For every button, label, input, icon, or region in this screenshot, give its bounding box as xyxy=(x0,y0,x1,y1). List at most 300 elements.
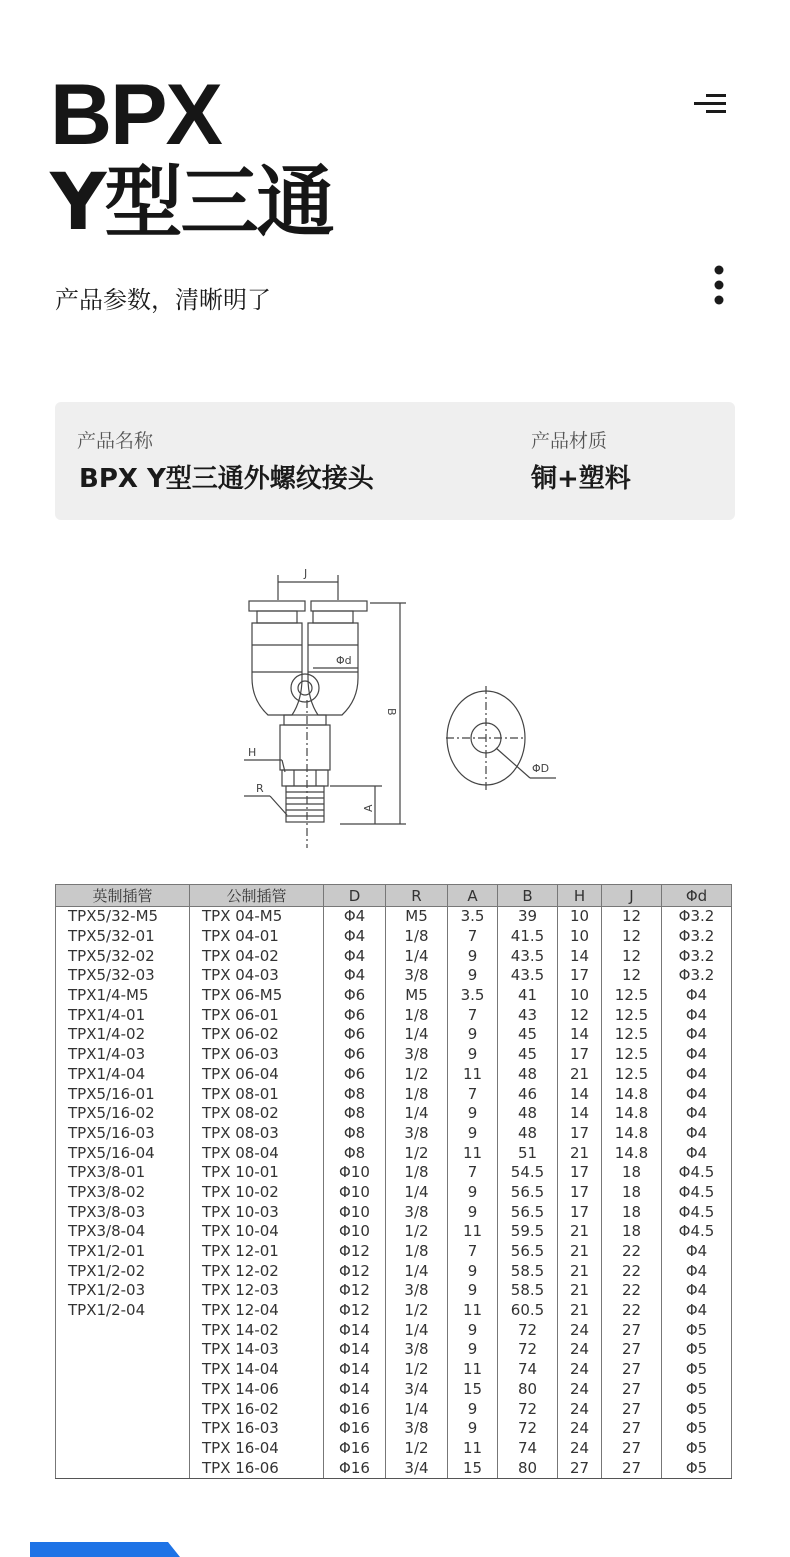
table-cell: TPX1/2-03 xyxy=(56,1281,190,1301)
table-cell: 41 xyxy=(498,986,558,1006)
table-cell: 3/4 xyxy=(386,1458,448,1478)
table-cell: 21 xyxy=(558,1065,602,1085)
table-cell: TPX 14-03 xyxy=(190,1340,324,1360)
table-cell: Φ4.5 xyxy=(662,1183,732,1203)
table-row xyxy=(56,946,732,966)
table-cell: 14 xyxy=(558,1025,602,1045)
table-cell: 9 xyxy=(448,1202,498,1222)
col-header: A xyxy=(448,885,498,907)
table-cell: Φ4 xyxy=(662,1242,732,1262)
table-cell: 3/8 xyxy=(386,1340,448,1360)
table-cell: Φ3.2 xyxy=(662,907,732,927)
table-cell: 21 xyxy=(558,1281,602,1301)
table-cell: TPX 12-01 xyxy=(190,1242,324,1262)
table-cell: TPX5/32-01 xyxy=(56,927,190,947)
table-cell: 72 xyxy=(498,1320,558,1340)
table-cell: 17 xyxy=(558,1183,602,1203)
table-cell: 45 xyxy=(498,1045,558,1065)
table-cell: 18 xyxy=(602,1183,662,1203)
table-cell: Φ12 xyxy=(324,1242,386,1262)
table-row xyxy=(56,986,732,1006)
col-header: 英制插管 xyxy=(56,885,190,907)
table-cell: Φ14 xyxy=(324,1340,386,1360)
table-cell: TPX5/16-04 xyxy=(56,1143,190,1163)
table-cell: 12 xyxy=(602,907,662,927)
table-cell: 45 xyxy=(498,1025,558,1045)
table-cell: 1/2 xyxy=(386,1360,448,1380)
col-header: H xyxy=(558,885,602,907)
table-cell: 14.8 xyxy=(602,1104,662,1124)
table-cell: 9 xyxy=(448,1261,498,1281)
table-cell: 1/8 xyxy=(386,1084,448,1104)
table-cell: 1/4 xyxy=(386,1104,448,1124)
table-cell: 10 xyxy=(558,907,602,927)
table-cell: 22 xyxy=(602,1242,662,1262)
table-cell: Φ6 xyxy=(324,986,386,1006)
table-cell: TPX 08-03 xyxy=(190,1124,324,1144)
table-cell: 11 xyxy=(448,1143,498,1163)
dim-label-phi-d: Φd xyxy=(336,654,352,667)
table-cell: 12 xyxy=(602,946,662,966)
table-cell: 3/8 xyxy=(386,1202,448,1222)
table-cell: Φ4 xyxy=(662,986,732,1006)
table-cell xyxy=(56,1419,190,1439)
table-cell: Φ4 xyxy=(662,1143,732,1163)
table-cell: TPX 06-M5 xyxy=(190,986,324,1006)
col-header: R xyxy=(386,885,448,907)
table-cell: 58.5 xyxy=(498,1281,558,1301)
table-cell: 1/2 xyxy=(386,1065,448,1085)
menu-icon[interactable] xyxy=(694,92,726,116)
table-cell: 27 xyxy=(558,1458,602,1478)
table-cell: 1/4 xyxy=(386,1025,448,1045)
table-cell: Φ5 xyxy=(662,1399,732,1419)
table-cell: 1/2 xyxy=(386,1222,448,1242)
table-cell: 1/8 xyxy=(386,1242,448,1262)
table-row xyxy=(56,1320,732,1340)
table-cell: Φ6 xyxy=(324,1025,386,1045)
table-cell: TPX 04-02 xyxy=(190,946,324,966)
table-cell: 18 xyxy=(602,1202,662,1222)
table-cell: 74 xyxy=(498,1360,558,1380)
table-cell: 12 xyxy=(602,966,662,986)
table-cell: 48 xyxy=(498,1124,558,1144)
table-cell: Φ8 xyxy=(324,1104,386,1124)
table-cell: TPX 16-04 xyxy=(190,1439,324,1459)
table-cell: 72 xyxy=(498,1399,558,1419)
table-cell: TPX 14-06 xyxy=(190,1380,324,1400)
table-row xyxy=(56,1419,732,1439)
table-cell: Φ4.5 xyxy=(662,1222,732,1242)
table-cell: TPX1/2-04 xyxy=(56,1301,190,1321)
table-cell: Φ5 xyxy=(662,1340,732,1360)
table-cell: 46 xyxy=(498,1084,558,1104)
table-cell: TPX1/4-03 xyxy=(56,1045,190,1065)
col-header: 公制插管 xyxy=(190,885,324,907)
table-cell: Φ8 xyxy=(324,1124,386,1144)
table-cell: TPX 08-02 xyxy=(190,1104,324,1124)
table-cell: 58.5 xyxy=(498,1261,558,1281)
table-cell: TPX 04-M5 xyxy=(190,907,324,927)
table-cell: 11 xyxy=(448,1222,498,1242)
more-vertical-icon[interactable] xyxy=(711,264,727,308)
table-cell: 51 xyxy=(498,1143,558,1163)
table-row xyxy=(56,1439,732,1459)
table-cell: Φ5 xyxy=(662,1380,732,1400)
table-row xyxy=(56,1005,732,1025)
table-cell: 14 xyxy=(558,946,602,966)
page-title-line1: BPX xyxy=(50,67,221,163)
table-cell: 18 xyxy=(602,1163,662,1183)
table-cell: Φ4 xyxy=(662,1045,732,1065)
table-cell: 14.8 xyxy=(602,1124,662,1144)
table-cell: 56.5 xyxy=(498,1242,558,1262)
table-cell: Φ16 xyxy=(324,1458,386,1478)
table-cell: 24 xyxy=(558,1399,602,1419)
table-cell: 18 xyxy=(602,1222,662,1242)
table-cell: 1/4 xyxy=(386,1399,448,1419)
table-cell: 9 xyxy=(448,1104,498,1124)
table-cell xyxy=(56,1399,190,1419)
table-cell: 80 xyxy=(498,1458,558,1478)
table-cell: Φ14 xyxy=(324,1320,386,1340)
table-cell: Φ6 xyxy=(324,1005,386,1025)
table-cell: 17 xyxy=(558,1202,602,1222)
table-cell: 27 xyxy=(602,1399,662,1419)
table-cell: TPX5/32-M5 xyxy=(56,907,190,927)
table-cell: 22 xyxy=(602,1301,662,1321)
table-cell: 27 xyxy=(602,1360,662,1380)
table-cell: TPX5/32-03 xyxy=(56,966,190,986)
dim-label-phi-d-large: ΦD xyxy=(532,762,550,775)
table-cell: 9 xyxy=(448,1419,498,1439)
specification-table xyxy=(55,884,732,1479)
table-cell: Φ12 xyxy=(324,1301,386,1321)
table-cell: Φ4 xyxy=(662,1005,732,1025)
table-cell: Φ5 xyxy=(662,1439,732,1459)
product-material-value: 铜+塑料 xyxy=(531,464,631,494)
table-cell: Φ6 xyxy=(324,1065,386,1085)
table-cell: TPX1/2-01 xyxy=(56,1242,190,1262)
table-cell: Φ14 xyxy=(324,1360,386,1380)
table-header-row xyxy=(56,885,732,907)
table-cell: 74 xyxy=(498,1439,558,1459)
table-cell: Φ12 xyxy=(324,1281,386,1301)
table-cell: 72 xyxy=(498,1340,558,1360)
table-cell: 56.5 xyxy=(498,1202,558,1222)
table-cell: 9 xyxy=(448,1124,498,1144)
table-cell: Φ4 xyxy=(662,1065,732,1085)
table-cell: Φ8 xyxy=(324,1084,386,1104)
table-cell: TPX 08-04 xyxy=(190,1143,324,1163)
table-cell: 24 xyxy=(558,1439,602,1459)
table-cell: 24 xyxy=(558,1340,602,1360)
table-row xyxy=(56,1104,732,1124)
table-cell: TPX 06-01 xyxy=(190,1005,324,1025)
table-body xyxy=(56,907,732,1479)
table-row xyxy=(56,1124,732,1144)
table-cell: Φ10 xyxy=(324,1222,386,1242)
table-cell: 12 xyxy=(558,1005,602,1025)
table-cell: TPX5/32-02 xyxy=(56,946,190,966)
table-row xyxy=(56,1301,732,1321)
table-cell: 12.5 xyxy=(602,1065,662,1085)
table-cell: 27 xyxy=(602,1340,662,1360)
col-header: Φd xyxy=(662,885,732,907)
product-name-label: 产品名称 xyxy=(77,430,154,452)
table-cell: 1/2 xyxy=(386,1143,448,1163)
table-cell: 22 xyxy=(602,1281,662,1301)
table-cell: 22 xyxy=(602,1261,662,1281)
table-cell: Φ16 xyxy=(324,1399,386,1419)
table-cell: Φ10 xyxy=(324,1183,386,1203)
table-cell: 1/4 xyxy=(386,1261,448,1281)
table-cell: TPX5/16-01 xyxy=(56,1084,190,1104)
table-cell: TPX1/4-04 xyxy=(56,1065,190,1085)
table-cell: 3.5 xyxy=(448,907,498,927)
table-cell: 9 xyxy=(448,946,498,966)
table-cell: 17 xyxy=(558,966,602,986)
table-cell: 9 xyxy=(448,1183,498,1203)
table-row xyxy=(56,1380,732,1400)
accent-bar xyxy=(30,1542,180,1557)
table-cell: 12.5 xyxy=(602,1045,662,1065)
table-cell: TPX 12-02 xyxy=(190,1261,324,1281)
table-cell: M5 xyxy=(386,907,448,927)
table-cell xyxy=(56,1458,190,1478)
table-cell: TPX5/16-02 xyxy=(56,1104,190,1124)
table-cell: 60.5 xyxy=(498,1301,558,1321)
table-cell: 12.5 xyxy=(602,986,662,1006)
table-cell xyxy=(56,1360,190,1380)
table-cell: Φ4 xyxy=(662,1104,732,1124)
table-cell: 14 xyxy=(558,1084,602,1104)
table-cell: Φ4 xyxy=(662,1025,732,1045)
col-header: J xyxy=(602,885,662,907)
product-name-value: BPX Y型三通外螺纹接头 xyxy=(79,464,374,494)
table-cell: Φ12 xyxy=(324,1261,386,1281)
table-cell: Φ10 xyxy=(324,1163,386,1183)
table-cell: 27 xyxy=(602,1419,662,1439)
table-cell: Φ5 xyxy=(662,1458,732,1478)
table-cell: 21 xyxy=(558,1222,602,1242)
table-cell: 14 xyxy=(558,1104,602,1124)
table-cell: TPX 06-04 xyxy=(190,1065,324,1085)
product-material-label: 产品材质 xyxy=(531,430,608,452)
table-cell: TPX 08-01 xyxy=(190,1084,324,1104)
table-cell: TPX3/8-01 xyxy=(56,1163,190,1183)
table-cell: TPX 06-02 xyxy=(190,1025,324,1045)
table-cell: 9 xyxy=(448,1340,498,1360)
table-cell: 27 xyxy=(602,1320,662,1340)
table-cell: TPX 16-06 xyxy=(190,1458,324,1478)
table-cell: TPX1/4-M5 xyxy=(56,986,190,1006)
table-cell: 27 xyxy=(602,1380,662,1400)
table-cell: TPX 16-03 xyxy=(190,1419,324,1439)
table-cell: 1/2 xyxy=(386,1301,448,1321)
dim-label-h: H xyxy=(248,746,257,759)
table-cell: TPX 12-04 xyxy=(190,1301,324,1321)
table-row xyxy=(56,907,732,927)
table-cell: 54.5 xyxy=(498,1163,558,1183)
table-cell: TPX 06-03 xyxy=(190,1045,324,1065)
table-cell: 56.5 xyxy=(498,1183,558,1203)
table-cell: 21 xyxy=(558,1242,602,1262)
table-cell: 3/8 xyxy=(386,1419,448,1439)
table-cell xyxy=(56,1340,190,1360)
table-cell: 17 xyxy=(558,1045,602,1065)
table-cell: 21 xyxy=(558,1301,602,1321)
table-row xyxy=(56,966,732,986)
table-cell: 1/2 xyxy=(386,1439,448,1459)
table-cell xyxy=(56,1439,190,1459)
table-cell: 3/8 xyxy=(386,1281,448,1301)
table-cell: 24 xyxy=(558,1360,602,1380)
col-header: D xyxy=(324,885,386,907)
table-cell xyxy=(56,1320,190,1340)
table-cell: 10 xyxy=(558,986,602,1006)
table-cell: 1/4 xyxy=(386,1320,448,1340)
table-cell: 17 xyxy=(558,1124,602,1144)
table-cell: 7 xyxy=(448,1242,498,1262)
table-row xyxy=(56,1281,732,1301)
table-cell: 1/8 xyxy=(386,1163,448,1183)
table-cell: TPX 14-02 xyxy=(190,1320,324,1340)
table-cell: 24 xyxy=(558,1380,602,1400)
table-cell: 11 xyxy=(448,1065,498,1085)
table-cell: 14.8 xyxy=(602,1143,662,1163)
table-cell: 3/8 xyxy=(386,1124,448,1144)
table-cell: Φ6 xyxy=(324,1045,386,1065)
table-cell: TPX 10-03 xyxy=(190,1202,324,1222)
table-cell: TPX 10-02 xyxy=(190,1183,324,1203)
table-cell: 12 xyxy=(602,927,662,947)
table-row xyxy=(56,1183,732,1203)
table-cell: Φ3.2 xyxy=(662,927,732,947)
table-cell: 48 xyxy=(498,1104,558,1124)
table-cell: Φ4 xyxy=(662,1084,732,1104)
table-row xyxy=(56,1163,732,1183)
table-cell: 41.5 xyxy=(498,927,558,947)
table-cell: TPX3/8-03 xyxy=(56,1202,190,1222)
table-cell: 3.5 xyxy=(448,986,498,1006)
table-cell: TPX 10-04 xyxy=(190,1222,324,1242)
table-cell: TPX1/2-02 xyxy=(56,1261,190,1281)
table-cell: 43.5 xyxy=(498,946,558,966)
table-cell: Φ14 xyxy=(324,1380,386,1400)
table-cell: Φ16 xyxy=(324,1419,386,1439)
table-cell: TPX 12-03 xyxy=(190,1281,324,1301)
table-cell: 7 xyxy=(448,1084,498,1104)
subtitle: 产品参数，清晰明了 xyxy=(55,286,271,314)
table-cell: Φ3.2 xyxy=(662,966,732,986)
table-cell: Φ4 xyxy=(324,946,386,966)
table-row xyxy=(56,1399,732,1419)
table-cell: 7 xyxy=(448,1163,498,1183)
table-cell: 21 xyxy=(558,1143,602,1163)
table-cell: 15 xyxy=(448,1380,498,1400)
table-cell: TPX 04-01 xyxy=(190,927,324,947)
table-cell: Φ5 xyxy=(662,1419,732,1439)
table-cell: 43.5 xyxy=(498,966,558,986)
table-cell: Φ4 xyxy=(662,1281,732,1301)
table-cell: 48 xyxy=(498,1065,558,1085)
table-cell: Φ16 xyxy=(324,1439,386,1459)
table-row xyxy=(56,927,732,947)
table-cell: 1/4 xyxy=(386,946,448,966)
table-cell: 12.5 xyxy=(602,1025,662,1045)
page-title-line2: Y型三通 xyxy=(50,158,333,248)
fitting-technical-drawing xyxy=(230,560,570,860)
table-cell: 21 xyxy=(558,1261,602,1281)
table-cell: TPX 10-01 xyxy=(190,1163,324,1183)
table-cell: 12.5 xyxy=(602,1005,662,1025)
table-row xyxy=(56,1202,732,1222)
table-row xyxy=(56,1143,732,1163)
table-cell: 14.8 xyxy=(602,1084,662,1104)
dim-label-r: R xyxy=(256,782,264,795)
table-cell: Φ4 xyxy=(324,927,386,947)
table-cell: 11 xyxy=(448,1439,498,1459)
table-cell: 72 xyxy=(498,1419,558,1439)
table-cell: 17 xyxy=(558,1163,602,1183)
table-cell: 9 xyxy=(448,1025,498,1045)
table-cell: 9 xyxy=(448,1281,498,1301)
table-cell: Φ3.2 xyxy=(662,946,732,966)
table-cell: 15 xyxy=(448,1458,498,1478)
table-cell: M5 xyxy=(386,986,448,1006)
table-cell: TPX3/8-04 xyxy=(56,1222,190,1242)
table-cell: 11 xyxy=(448,1360,498,1380)
table-cell: Φ8 xyxy=(324,1143,386,1163)
table-cell: 10 xyxy=(558,927,602,947)
table-cell: 7 xyxy=(448,927,498,947)
table-cell: 9 xyxy=(448,1320,498,1340)
table-cell: Φ4 xyxy=(324,966,386,986)
col-header: B xyxy=(498,885,558,907)
table-row xyxy=(56,1222,732,1242)
table-cell: 9 xyxy=(448,1045,498,1065)
table-cell: 9 xyxy=(448,1399,498,1419)
table-cell: 3/8 xyxy=(386,1045,448,1065)
table-cell: Φ4 xyxy=(662,1301,732,1321)
table-cell: TPX3/8-02 xyxy=(56,1183,190,1203)
table-row xyxy=(56,1065,732,1085)
table-cell: 43 xyxy=(498,1005,558,1025)
table-cell: TPX1/4-02 xyxy=(56,1025,190,1045)
table-cell: Φ4 xyxy=(324,907,386,927)
dim-label-j: J xyxy=(304,567,308,580)
table-cell: TPX1/4-01 xyxy=(56,1005,190,1025)
table-cell: 3/8 xyxy=(386,966,448,986)
table-row xyxy=(56,1025,732,1045)
table-cell: 59.5 xyxy=(498,1222,558,1242)
table-cell: 7 xyxy=(448,1005,498,1025)
table-cell: 24 xyxy=(558,1320,602,1340)
table-cell: TPX 16-02 xyxy=(190,1399,324,1419)
table-cell: Φ4 xyxy=(662,1124,732,1144)
table-cell: Φ4.5 xyxy=(662,1202,732,1222)
table-cell: TPX 14-04 xyxy=(190,1360,324,1380)
table-cell: 39 xyxy=(498,907,558,927)
table-row xyxy=(56,1045,732,1065)
dim-label-b: B xyxy=(385,708,398,716)
table-cell: Φ5 xyxy=(662,1360,732,1380)
table-cell: 80 xyxy=(498,1380,558,1400)
table-row xyxy=(56,1084,732,1104)
table-cell: 27 xyxy=(602,1439,662,1459)
table-cell: 3/4 xyxy=(386,1380,448,1400)
